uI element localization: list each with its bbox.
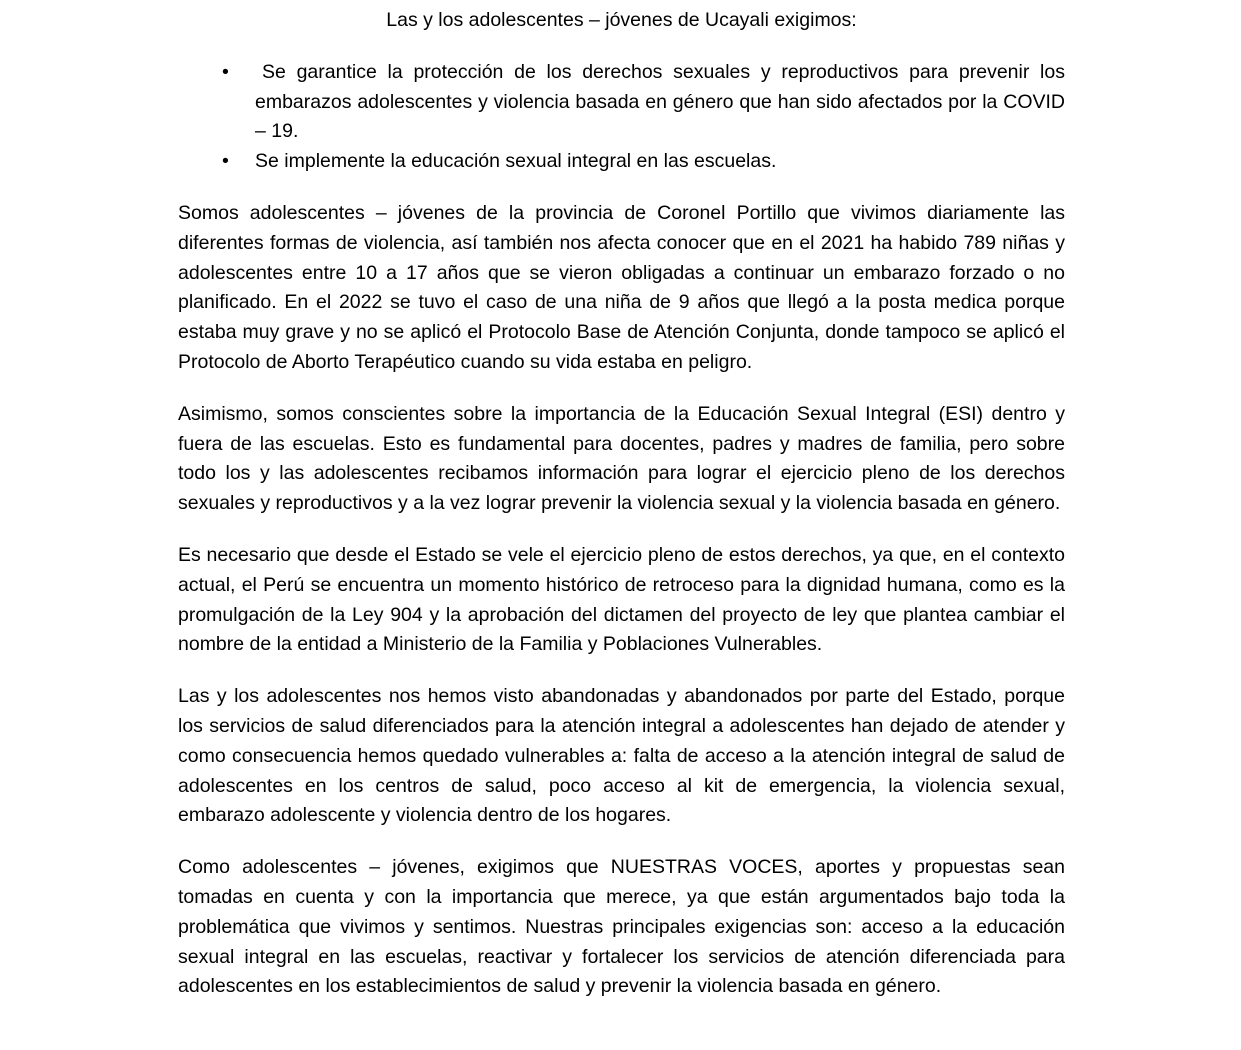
document-title: Las y los adolescentes – jóvenes de Ucayali exigimos:: [386, 9, 857, 31]
bullet-text: Se implemente la educación sexual integral en las escuelas.: [255, 150, 777, 173]
bullet-text: Se garantice la protección de los derechos sexuales y reproductivos para prevenir los embarazos adolescentes y violencia basada en género que han sido afectados por la COVID – 19.: [255, 60, 1065, 143]
list-item: [178, 58, 1065, 147]
paragraph: Las y los adolescentes nos hemos visto abandonadas y abandonados por parte del Estado, porque los servicios de salud diferenciados para la atención integral a adolescentes han dejado de atender y como consecuencia hemos quedado vulnerables a: falta de acceso a la atención integral de salud de adolescentes en los centros de salud, poco acceso al kit de emergencia, la violencia sexual, embarazo adolescente y violencia dentro de los hogares.: [178, 685, 1065, 827]
bullet-icon: •: [222, 150, 229, 173]
paragraph: Somos adolescentes – jóvenes de la provincia de Coronel Portillo que vivimos diariamente las diferentes formas de violencia, así también nos afecta conocer que en el 2021 ha habido 789 niñas y adolescentes entre 10 a 17 años que se vieron obligadas a continuar un embarazo forzado o no planificado. En el 2022 se tuvo el caso de una niña de 9 años que llegó a la posta medica porque estaba muy grave y no se aplicó el Protocolo Base de Atención Conjunta, donde tampoco se aplicó el Protocolo de Aborto Terapéutico cuando su vida estaba en peligro.: [178, 201, 1065, 373]
bullet-icon: •: [222, 60, 229, 83]
paragraph: Es necesario que desde el Estado se vele el ejercicio pleno de estos derechos, ya que, en el contexto actual, el Perú se encuentra un momento histórico de retroceso para la dignidad humana, como es la promulgación de la Ley 904 y la aprobación del dictamen del proyecto de ley que plantea cambiar el nombre de la entidad a Ministerio de la Familia y Poblaciones Vulnerables.: [178, 543, 1065, 656]
bullet-list: [178, 58, 1065, 177]
list-item: [178, 147, 1065, 177]
paragraph: Como adolescentes – jóvenes, exigimos que NUESTRAS VOCES, aportes y propuestas sean tomadas en cuenta y con la importancia que merece, ya que están argumentados bajo toda la problemática que vivimos y sentimos. Nuestras principales exigencias son: acceso a la educación sexual integral en las escuelas, reactivar y fortalecer los servicios de atención diferenciada para adolescentes en los establecimientos de salud y prevenir la violencia basada en género.: [178, 856, 1065, 998]
paragraph: Asimismo, somos conscientes sobre la importancia de la Educación Sexual Integral (ESI) dentro y fuera de las escuelas. Esto es fundamental para docentes, padres y madres de familia, pero sobre todo los y las adolescentes recibamos información para lograr el ejercicio pleno de los derechos sexuales y reproductivos y a la vez lograr prevenir la violencia sexual y la violencia basada en género.: [178, 402, 1065, 515]
